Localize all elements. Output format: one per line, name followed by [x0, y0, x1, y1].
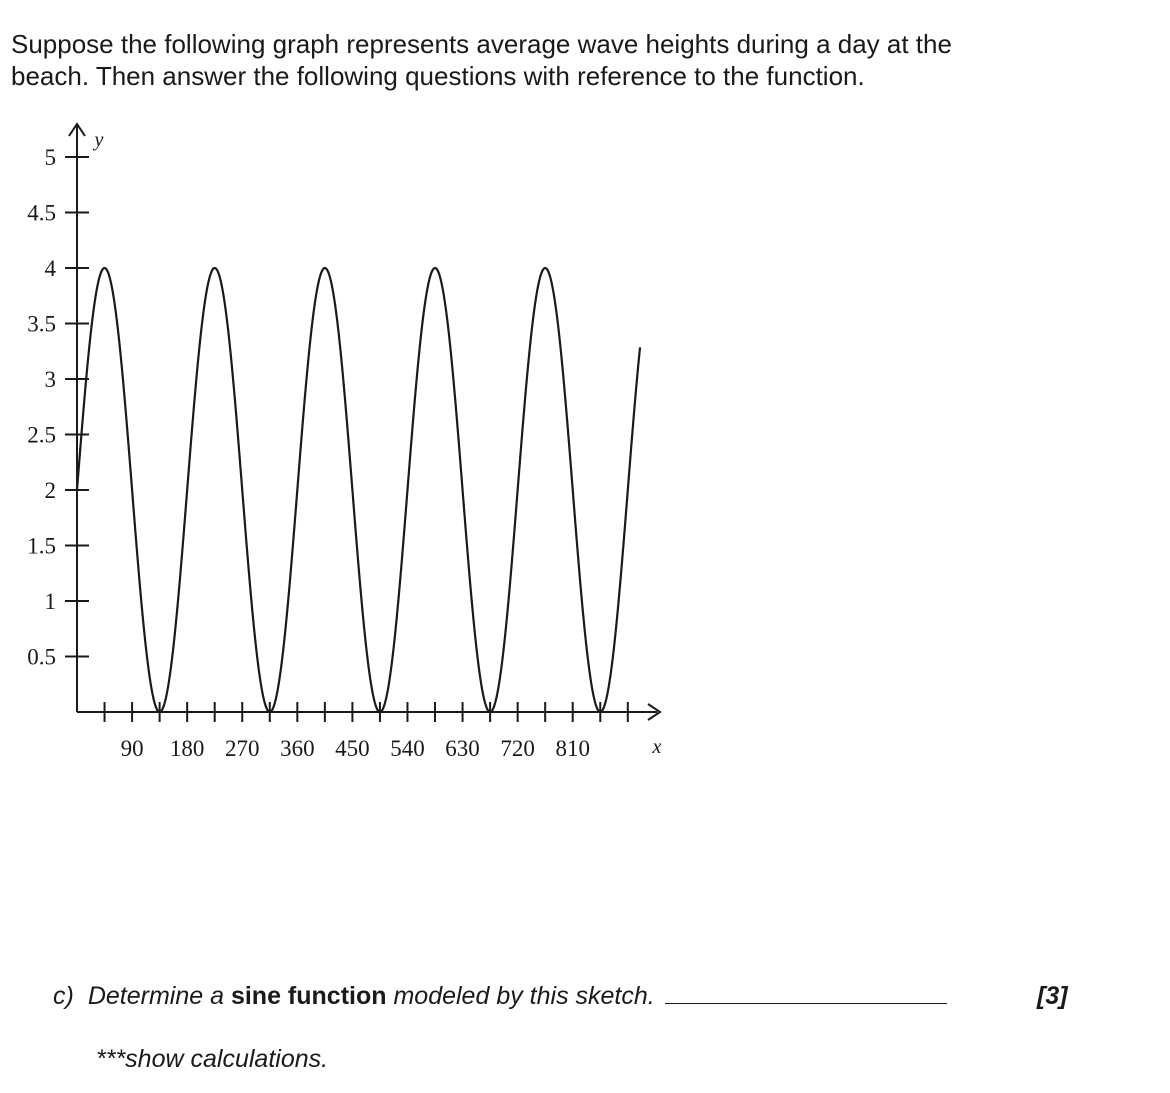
y-tick-label: 3.5 — [27, 311, 56, 337]
x-axis-label: x — [652, 736, 662, 758]
x-tick-label: 90 — [120, 736, 144, 761]
question-marks: [3] — [1037, 982, 1068, 1010]
question-c — [53, 982, 1133, 1011]
y-tick-label: 5 — [44, 145, 56, 170]
intro-text — [11, 28, 1111, 92]
answer-blank-line[interactable] — [665, 1002, 947, 1004]
wave-height-chart — [0, 110, 700, 800]
x-tick-label: 180 — [169, 736, 205, 761]
x-tick-label: 540 — [390, 736, 425, 761]
calculation-note: ***show calculations. — [96, 1045, 329, 1073]
question-text-after: modeled by this sketch. — [393, 982, 655, 1010]
wave-curve — [77, 268, 640, 712]
y-tick-label: 3 — [44, 367, 56, 392]
y-tick-label: 0.5 — [27, 644, 56, 670]
y-tick-label: 2 — [44, 478, 56, 503]
y-tick-label: 4.5 — [27, 200, 56, 226]
x-tick-label: 450 — [335, 736, 370, 761]
y-tick-label: 4 — [44, 256, 56, 281]
x-tick-label: 720 — [500, 736, 535, 761]
x-tick-label: 630 — [445, 736, 480, 761]
x-tick-label: 810 — [555, 736, 590, 761]
question-letter: c) — [53, 982, 74, 1010]
question-bold-term: sine function — [230, 982, 387, 1010]
y-tick-label: 1 — [44, 589, 56, 614]
x-tick-label: 360 — [280, 736, 315, 761]
y-tick-label: 2.5 — [27, 422, 56, 448]
y-tick-label: 1.5 — [27, 533, 56, 559]
question-text-before: Determine a — [87, 982, 224, 1010]
x-tick-label: 270 — [224, 736, 260, 761]
y-axis-label: y — [94, 129, 104, 151]
intro-line-2: beach. Then answer the following questions with reference to the function. — [11, 61, 865, 91]
intro-line-1: Suppose the following graph represents average wave heights during a day at the — [11, 29, 952, 59]
